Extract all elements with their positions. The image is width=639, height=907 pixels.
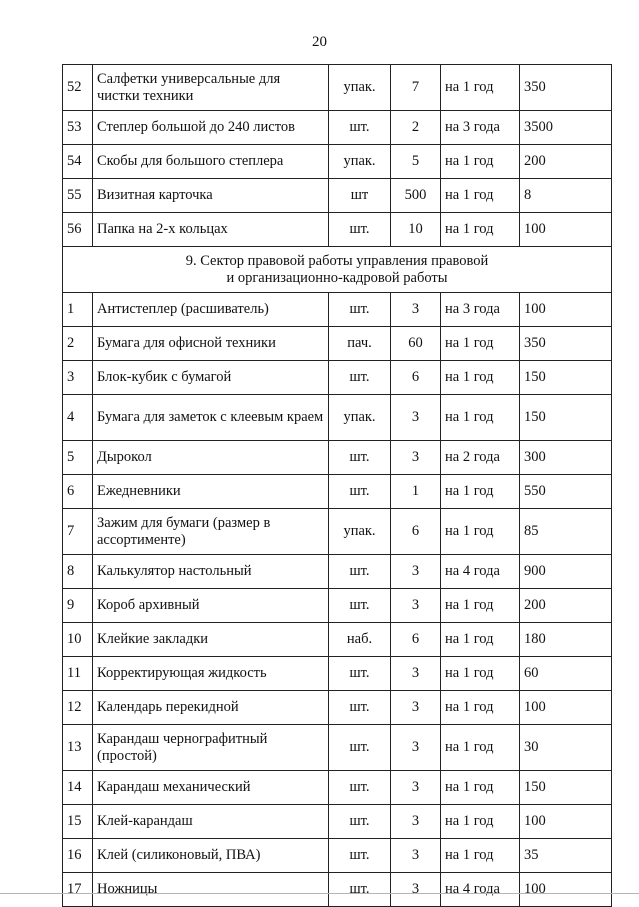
price-cell: 150: [520, 395, 612, 441]
table-row: [63, 839, 612, 873]
row-number-cell: 15: [63, 805, 93, 839]
table-row: [63, 145, 612, 179]
row-number-cell: 7: [63, 509, 93, 555]
page-number: 20: [312, 34, 327, 50]
price-cell: 900: [520, 555, 612, 589]
price-cell: 150: [520, 771, 612, 805]
unit-cell: шт.: [329, 475, 391, 509]
unit-cell: шт.: [329, 805, 391, 839]
item-name-cell: Салфетки универсальные для чистки техники: [93, 65, 329, 111]
row-number-cell: 14: [63, 771, 93, 805]
unit-cell: шт.: [329, 111, 391, 145]
table-body-after-section: [63, 293, 612, 907]
table-body-before-section: [63, 65, 612, 247]
quantity-cell: 6: [391, 623, 441, 657]
period-cell: на 3 года: [441, 111, 520, 145]
price-cell: 100: [520, 293, 612, 327]
table-row: [63, 873, 612, 907]
price-cell: 100: [520, 805, 612, 839]
row-number-cell: 53: [63, 111, 93, 145]
table-row: [63, 805, 612, 839]
table-section-header: [63, 247, 612, 293]
period-cell: на 2 года: [441, 441, 520, 475]
table-row: [63, 623, 612, 657]
price-cell: 30: [520, 725, 612, 771]
period-cell: на 3 года: [441, 293, 520, 327]
period-cell: на 1 год: [441, 725, 520, 771]
row-number-cell: 11: [63, 657, 93, 691]
table-row: [63, 395, 612, 441]
row-number-cell: 8: [63, 555, 93, 589]
unit-cell: шт.: [329, 839, 391, 873]
item-name-cell: Клейкие закладки: [93, 623, 329, 657]
price-cell: 60: [520, 657, 612, 691]
item-name-cell: Карандаш механический: [93, 771, 329, 805]
period-cell: на 4 года: [441, 555, 520, 589]
item-name-cell: Степлер большой до 240 листов: [93, 111, 329, 145]
quantity-cell: 5: [391, 145, 441, 179]
section-header-row: [63, 247, 612, 293]
quantity-cell: 10: [391, 213, 441, 247]
row-number-cell: 17: [63, 873, 93, 907]
price-cell: 100: [520, 213, 612, 247]
period-cell: на 1 год: [441, 179, 520, 213]
period-cell: на 1 год: [441, 395, 520, 441]
item-name-cell: Бумага для офисной техники: [93, 327, 329, 361]
unit-cell: шт.: [329, 555, 391, 589]
price-cell: 150: [520, 361, 612, 395]
row-number-cell: 2: [63, 327, 93, 361]
item-name-cell: Визитная карточка: [93, 179, 329, 213]
unit-cell: шт.: [329, 657, 391, 691]
row-number-cell: 1: [63, 293, 93, 327]
table-row: [63, 327, 612, 361]
table-row: [63, 361, 612, 395]
period-cell: на 1 год: [441, 145, 520, 179]
table-row: [63, 65, 612, 111]
table-row: [63, 213, 612, 247]
period-cell: на 1 год: [441, 589, 520, 623]
row-number-cell: 54: [63, 145, 93, 179]
row-number-cell: 56: [63, 213, 93, 247]
quantity-cell: 3: [391, 441, 441, 475]
item-name-cell: Ежедневники: [93, 475, 329, 509]
item-name-cell: Калькулятор настольный: [93, 555, 329, 589]
unit-cell: упак.: [329, 509, 391, 555]
unit-cell: шт.: [329, 589, 391, 623]
item-name-cell: Клей-карандаш: [93, 805, 329, 839]
quantity-cell: 3: [391, 805, 441, 839]
supplies-table: [62, 64, 612, 907]
quantity-cell: 6: [391, 361, 441, 395]
item-name-cell: Папка на 2-х кольцах: [93, 213, 329, 247]
row-number-cell: 10: [63, 623, 93, 657]
period-cell: на 1 год: [441, 509, 520, 555]
quantity-cell: 3: [391, 589, 441, 623]
price-cell: 100: [520, 873, 612, 907]
section-header-cell: [63, 247, 612, 293]
row-number-cell: 4: [63, 395, 93, 441]
item-name-cell: Скобы для большого степлера: [93, 145, 329, 179]
unit-cell: упак.: [329, 65, 391, 111]
quantity-cell: 3: [391, 657, 441, 691]
quantity-cell: 2: [391, 111, 441, 145]
unit-cell: шт.: [329, 725, 391, 771]
price-cell: 3500: [520, 111, 612, 145]
item-name-cell: Ножницы: [93, 873, 329, 907]
period-cell: на 1 год: [441, 327, 520, 361]
row-number-cell: 3: [63, 361, 93, 395]
period-cell: на 1 год: [441, 213, 520, 247]
section-title-line-2: и организационно-кадровой работы: [226, 269, 448, 286]
quantity-cell: 3: [391, 395, 441, 441]
quantity-cell: 3: [391, 555, 441, 589]
table-row: [63, 725, 612, 771]
unit-cell: наб.: [329, 623, 391, 657]
table-row: [63, 475, 612, 509]
period-cell: на 1 год: [441, 623, 520, 657]
period-cell: на 1 год: [441, 475, 520, 509]
price-cell: 200: [520, 589, 612, 623]
row-number-cell: 16: [63, 839, 93, 873]
period-cell: на 1 год: [441, 805, 520, 839]
item-name-cell: Клей (силиконовый, ПВА): [93, 839, 329, 873]
row-number-cell: 6: [63, 475, 93, 509]
price-cell: 180: [520, 623, 612, 657]
price-cell: 35: [520, 839, 612, 873]
table-row: [63, 441, 612, 475]
period-cell: на 4 года: [441, 873, 520, 907]
table-row: [63, 509, 612, 555]
quantity-cell: 60: [391, 327, 441, 361]
quantity-cell: 3: [391, 873, 441, 907]
period-cell: на 1 год: [441, 361, 520, 395]
table-row: [63, 293, 612, 327]
item-name-cell: Календарь перекидной: [93, 691, 329, 725]
price-cell: 100: [520, 691, 612, 725]
unit-cell: пач.: [329, 327, 391, 361]
period-cell: на 1 год: [441, 65, 520, 111]
quantity-cell: 3: [391, 725, 441, 771]
table-row: [63, 691, 612, 725]
quantity-cell: 6: [391, 509, 441, 555]
section-title-line-1: 9. Сектор правовой работы управления правовой: [185, 252, 489, 269]
table-row: [63, 111, 612, 145]
table-row: [63, 589, 612, 623]
price-cell: 350: [520, 65, 612, 111]
price-cell: 300: [520, 441, 612, 475]
price-cell: 85: [520, 509, 612, 555]
table-row: [63, 771, 612, 805]
unit-cell: упак.: [329, 145, 391, 179]
unit-cell: упак.: [329, 395, 391, 441]
unit-cell: шт.: [329, 691, 391, 725]
quantity-cell: 7: [391, 65, 441, 111]
price-cell: 8: [520, 179, 612, 213]
item-name-cell: Карандаш чернографитный (простой): [93, 725, 329, 771]
table-row: [63, 555, 612, 589]
item-name-cell: Бумага для заметок с клеевым краем: [93, 395, 329, 441]
price-cell: 200: [520, 145, 612, 179]
price-cell: 550: [520, 475, 612, 509]
unit-cell: шт.: [329, 361, 391, 395]
table-row: [63, 657, 612, 691]
period-cell: на 1 год: [441, 771, 520, 805]
price-cell: 350: [520, 327, 612, 361]
quantity-cell: 3: [391, 771, 441, 805]
unit-cell: шт: [329, 179, 391, 213]
period-cell: на 1 год: [441, 691, 520, 725]
row-number-cell: 55: [63, 179, 93, 213]
quantity-cell: 3: [391, 691, 441, 725]
row-number-cell: 9: [63, 589, 93, 623]
unit-cell: шт.: [329, 873, 391, 907]
table-row: [63, 179, 612, 213]
unit-cell: шт.: [329, 293, 391, 327]
item-name-cell: Зажим для бумаги (размер в ассортименте): [93, 509, 329, 555]
item-name-cell: Антистеплер (расшиватель): [93, 293, 329, 327]
bottom-divider: [0, 893, 639, 894]
unit-cell: шт.: [329, 213, 391, 247]
quantity-cell: 1: [391, 475, 441, 509]
row-number-cell: 5: [63, 441, 93, 475]
period-cell: на 1 год: [441, 839, 520, 873]
quantity-cell: 3: [391, 839, 441, 873]
row-number-cell: 13: [63, 725, 93, 771]
item-name-cell: Корректирующая жидкость: [93, 657, 329, 691]
row-number-cell: 12: [63, 691, 93, 725]
unit-cell: шт.: [329, 441, 391, 475]
item-name-cell: Короб архивный: [93, 589, 329, 623]
item-name-cell: Дырокол: [93, 441, 329, 475]
quantity-cell: 500: [391, 179, 441, 213]
row-number-cell: 52: [63, 65, 93, 111]
quantity-cell: 3: [391, 293, 441, 327]
unit-cell: шт.: [329, 771, 391, 805]
item-name-cell: Блок-кубик с бумагой: [93, 361, 329, 395]
period-cell: на 1 год: [441, 657, 520, 691]
